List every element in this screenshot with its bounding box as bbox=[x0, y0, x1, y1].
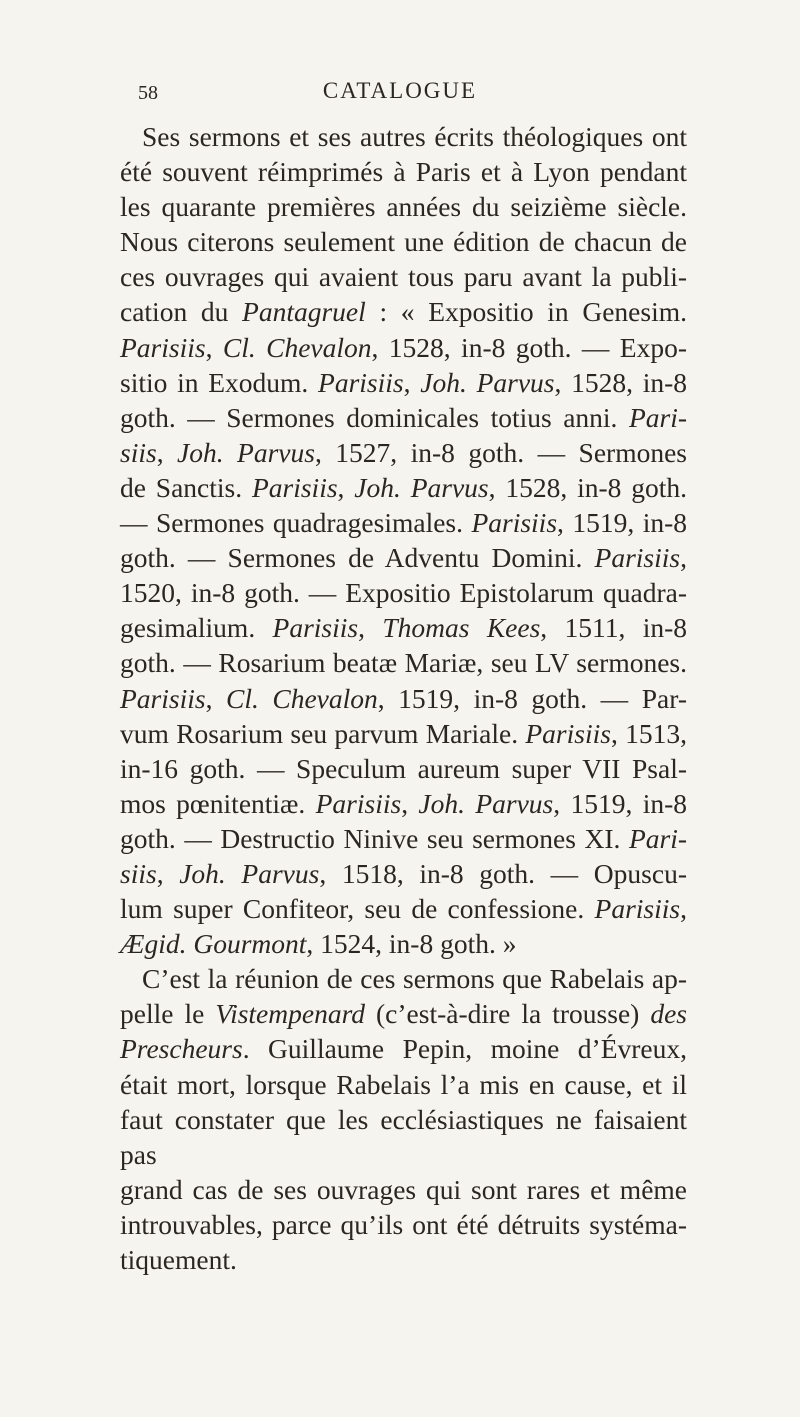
text-segment: goth. — Destructio Ninive seu sermones XI. bbox=[120, 822, 629, 854]
text-segment: Joh. Parvus bbox=[418, 787, 554, 819]
text-segment: Joh. Parvus bbox=[354, 471, 489, 503]
text-segment: , bbox=[205, 331, 223, 363]
text-segment: Vistempenard bbox=[215, 998, 366, 1030]
text-line bbox=[120, 365, 687, 400]
text-segment: goth. — Sermones dominicales totius anni. bbox=[120, 401, 629, 433]
text-line bbox=[120, 856, 687, 891]
text-segment: ces ouvrages qui avaient tous paru avant la publi- bbox=[120, 261, 687, 293]
text-segment: grand cas de ses ouvrages qui sont rares et même bbox=[120, 1173, 687, 1205]
text-segment: de Sanctis. bbox=[120, 471, 252, 503]
text-segment: , 1519, in-8 bbox=[557, 507, 687, 539]
text-segment: Ægid. Gourmont bbox=[120, 928, 307, 960]
text-segment: Parisiis bbox=[120, 682, 206, 714]
text-segment: Parisiis bbox=[272, 612, 359, 644]
text-segment: siis bbox=[120, 857, 157, 889]
text-line bbox=[120, 540, 687, 575]
text-segment: Parisiis bbox=[318, 366, 404, 398]
text-segment: , bbox=[156, 857, 180, 889]
text-segment: in-16 goth. — Speculum aureum super VII Psal- bbox=[120, 752, 687, 784]
text-line bbox=[120, 996, 687, 1031]
text-segment: Cl. Chevalon bbox=[222, 331, 372, 363]
text-segment: , bbox=[403, 366, 421, 398]
text-line bbox=[120, 330, 687, 365]
text-line bbox=[120, 786, 687, 821]
text-segment: Parisiis bbox=[120, 331, 206, 363]
text-segment: Joh. Parvus bbox=[179, 857, 320, 889]
text-segment: , 1513, bbox=[610, 717, 688, 749]
text-segment: : « Expositio in Genesim. bbox=[365, 296, 687, 328]
text-segment: 1520, in-8 goth. — Expositio Epistolarum quadra- bbox=[120, 577, 687, 609]
text-segment: . Guillaume Pepin, moine d’Évreux, bbox=[242, 1033, 687, 1065]
text-line bbox=[120, 926, 687, 961]
text-line bbox=[120, 716, 687, 751]
text-segment: des bbox=[650, 998, 687, 1030]
text-segment: gesimalium. bbox=[120, 612, 273, 644]
text-segment: Parisiis bbox=[525, 717, 611, 749]
text-segment: , bbox=[156, 436, 178, 468]
text-segment: , bbox=[401, 787, 419, 819]
text-segment: Pari- bbox=[628, 822, 687, 854]
text-segment: Ses sermons et ses autres écrits théologiques ont bbox=[142, 121, 687, 152]
text-line bbox=[120, 189, 687, 224]
text-segment: les quarante premières années du seizième siècle. bbox=[120, 191, 687, 223]
text-line bbox=[120, 435, 687, 470]
page-number: 58 bbox=[138, 82, 158, 104]
text-line bbox=[120, 645, 687, 680]
text-segment: , 1524, in-8 goth. » bbox=[306, 928, 517, 960]
text-line bbox=[120, 1242, 687, 1277]
text-line bbox=[120, 821, 687, 856]
text-segment: goth. — Sermones de Adventu Domini. bbox=[120, 542, 595, 574]
text-segment: tiquement. bbox=[120, 1244, 237, 1275]
text-segment: , 1519, in-8 bbox=[553, 787, 687, 819]
text-line bbox=[120, 154, 687, 189]
text-line bbox=[120, 961, 687, 996]
text-line bbox=[120, 119, 687, 154]
text-segment: pelle le bbox=[120, 998, 216, 1030]
text-segment: C’est la réunion de ces sermons que Rabelais ap- bbox=[142, 963, 687, 995]
text-segment: , 1518, in-8 goth. — Opuscu- bbox=[319, 857, 687, 889]
text-segment: Parisiis bbox=[594, 542, 681, 574]
text-line bbox=[120, 1031, 687, 1066]
text-segment: , 1528, in-8 bbox=[554, 366, 688, 398]
text-line bbox=[120, 751, 687, 786]
text-segment: , bbox=[205, 682, 226, 714]
text-segment: Pantagruel bbox=[242, 296, 366, 328]
text-segment: sitio in Exodum. bbox=[120, 366, 319, 398]
text-segment: Joh. Parvus bbox=[420, 366, 555, 398]
text-line bbox=[120, 891, 687, 926]
text-segment: , 1527, in-8 goth. — Sermones bbox=[314, 436, 687, 468]
text-segment: Joh. Parvus bbox=[177, 436, 315, 468]
text-segment: siis bbox=[120, 436, 157, 468]
text-segment: Pari- bbox=[628, 401, 687, 433]
text-line bbox=[120, 1067, 687, 1102]
running-title: CATALOGUE bbox=[322, 78, 478, 103]
text-segment: Parisiis bbox=[471, 507, 558, 539]
text-segment: , 1511, in-8 bbox=[540, 612, 688, 644]
text-segment: lum super Confiteor, seu de confessione. bbox=[120, 893, 595, 925]
text-segment: vum Rosarium seu parvum Mariale. bbox=[120, 717, 526, 749]
text-segment: faut constater que les ecclésiastiques ne faisaient pas bbox=[120, 1103, 687, 1170]
text-segment: , bbox=[358, 612, 383, 644]
text-line bbox=[120, 505, 687, 540]
text-line bbox=[120, 294, 687, 329]
running-head bbox=[120, 78, 680, 108]
text-line bbox=[120, 259, 687, 294]
text-segment: goth. — Rosarium beatæ Mariæ, seu LV sermones. bbox=[120, 647, 687, 679]
text-segment: Cl. Chevalon bbox=[225, 682, 378, 714]
text-segment: mos pœnitentiæ. bbox=[120, 787, 316, 819]
text-line bbox=[120, 1172, 687, 1207]
text-segment: Parisiis bbox=[594, 893, 681, 925]
text-segment: Parisiis bbox=[251, 471, 338, 503]
text-segment: été souvent réimprimés à Paris et à Lyon pendant bbox=[120, 156, 687, 188]
body-text bbox=[120, 119, 687, 1277]
text-line bbox=[120, 224, 687, 259]
text-segment: , bbox=[337, 471, 355, 503]
text-segment: Thomas Kees bbox=[382, 612, 541, 644]
text-segment: , bbox=[680, 893, 687, 925]
text-segment: , 1528, in-8 goth. bbox=[488, 471, 687, 503]
text-segment: , 1528, in-8 goth. — Expo- bbox=[371, 331, 687, 363]
text-segment: — Sermones quadragesimales. bbox=[120, 507, 472, 539]
text-segment: , 1519, in-8 goth. — Par- bbox=[377, 682, 687, 714]
text-segment: Parisiis bbox=[315, 787, 402, 819]
text-segment: introuvables, parce qu’ils ont été détruits systéma- bbox=[120, 1208, 687, 1240]
text-segment: cation du bbox=[120, 296, 243, 328]
text-line bbox=[120, 610, 687, 645]
text-line bbox=[120, 1102, 687, 1172]
text-segment: (c’est-à-dire la trousse) bbox=[365, 998, 651, 1030]
text-line bbox=[120, 470, 687, 505]
text-segment: Nous citerons seulement une édition de chacun de bbox=[120, 226, 687, 258]
text-line bbox=[120, 681, 687, 716]
text-line bbox=[120, 400, 687, 435]
text-segment: Prescheurs bbox=[120, 1033, 243, 1065]
text-segment: était mort, lorsque Rabelais l’a mis en cause, et il bbox=[120, 1068, 687, 1100]
text-line bbox=[120, 575, 687, 610]
text-segment: , bbox=[680, 542, 687, 574]
text-line bbox=[120, 1207, 687, 1242]
